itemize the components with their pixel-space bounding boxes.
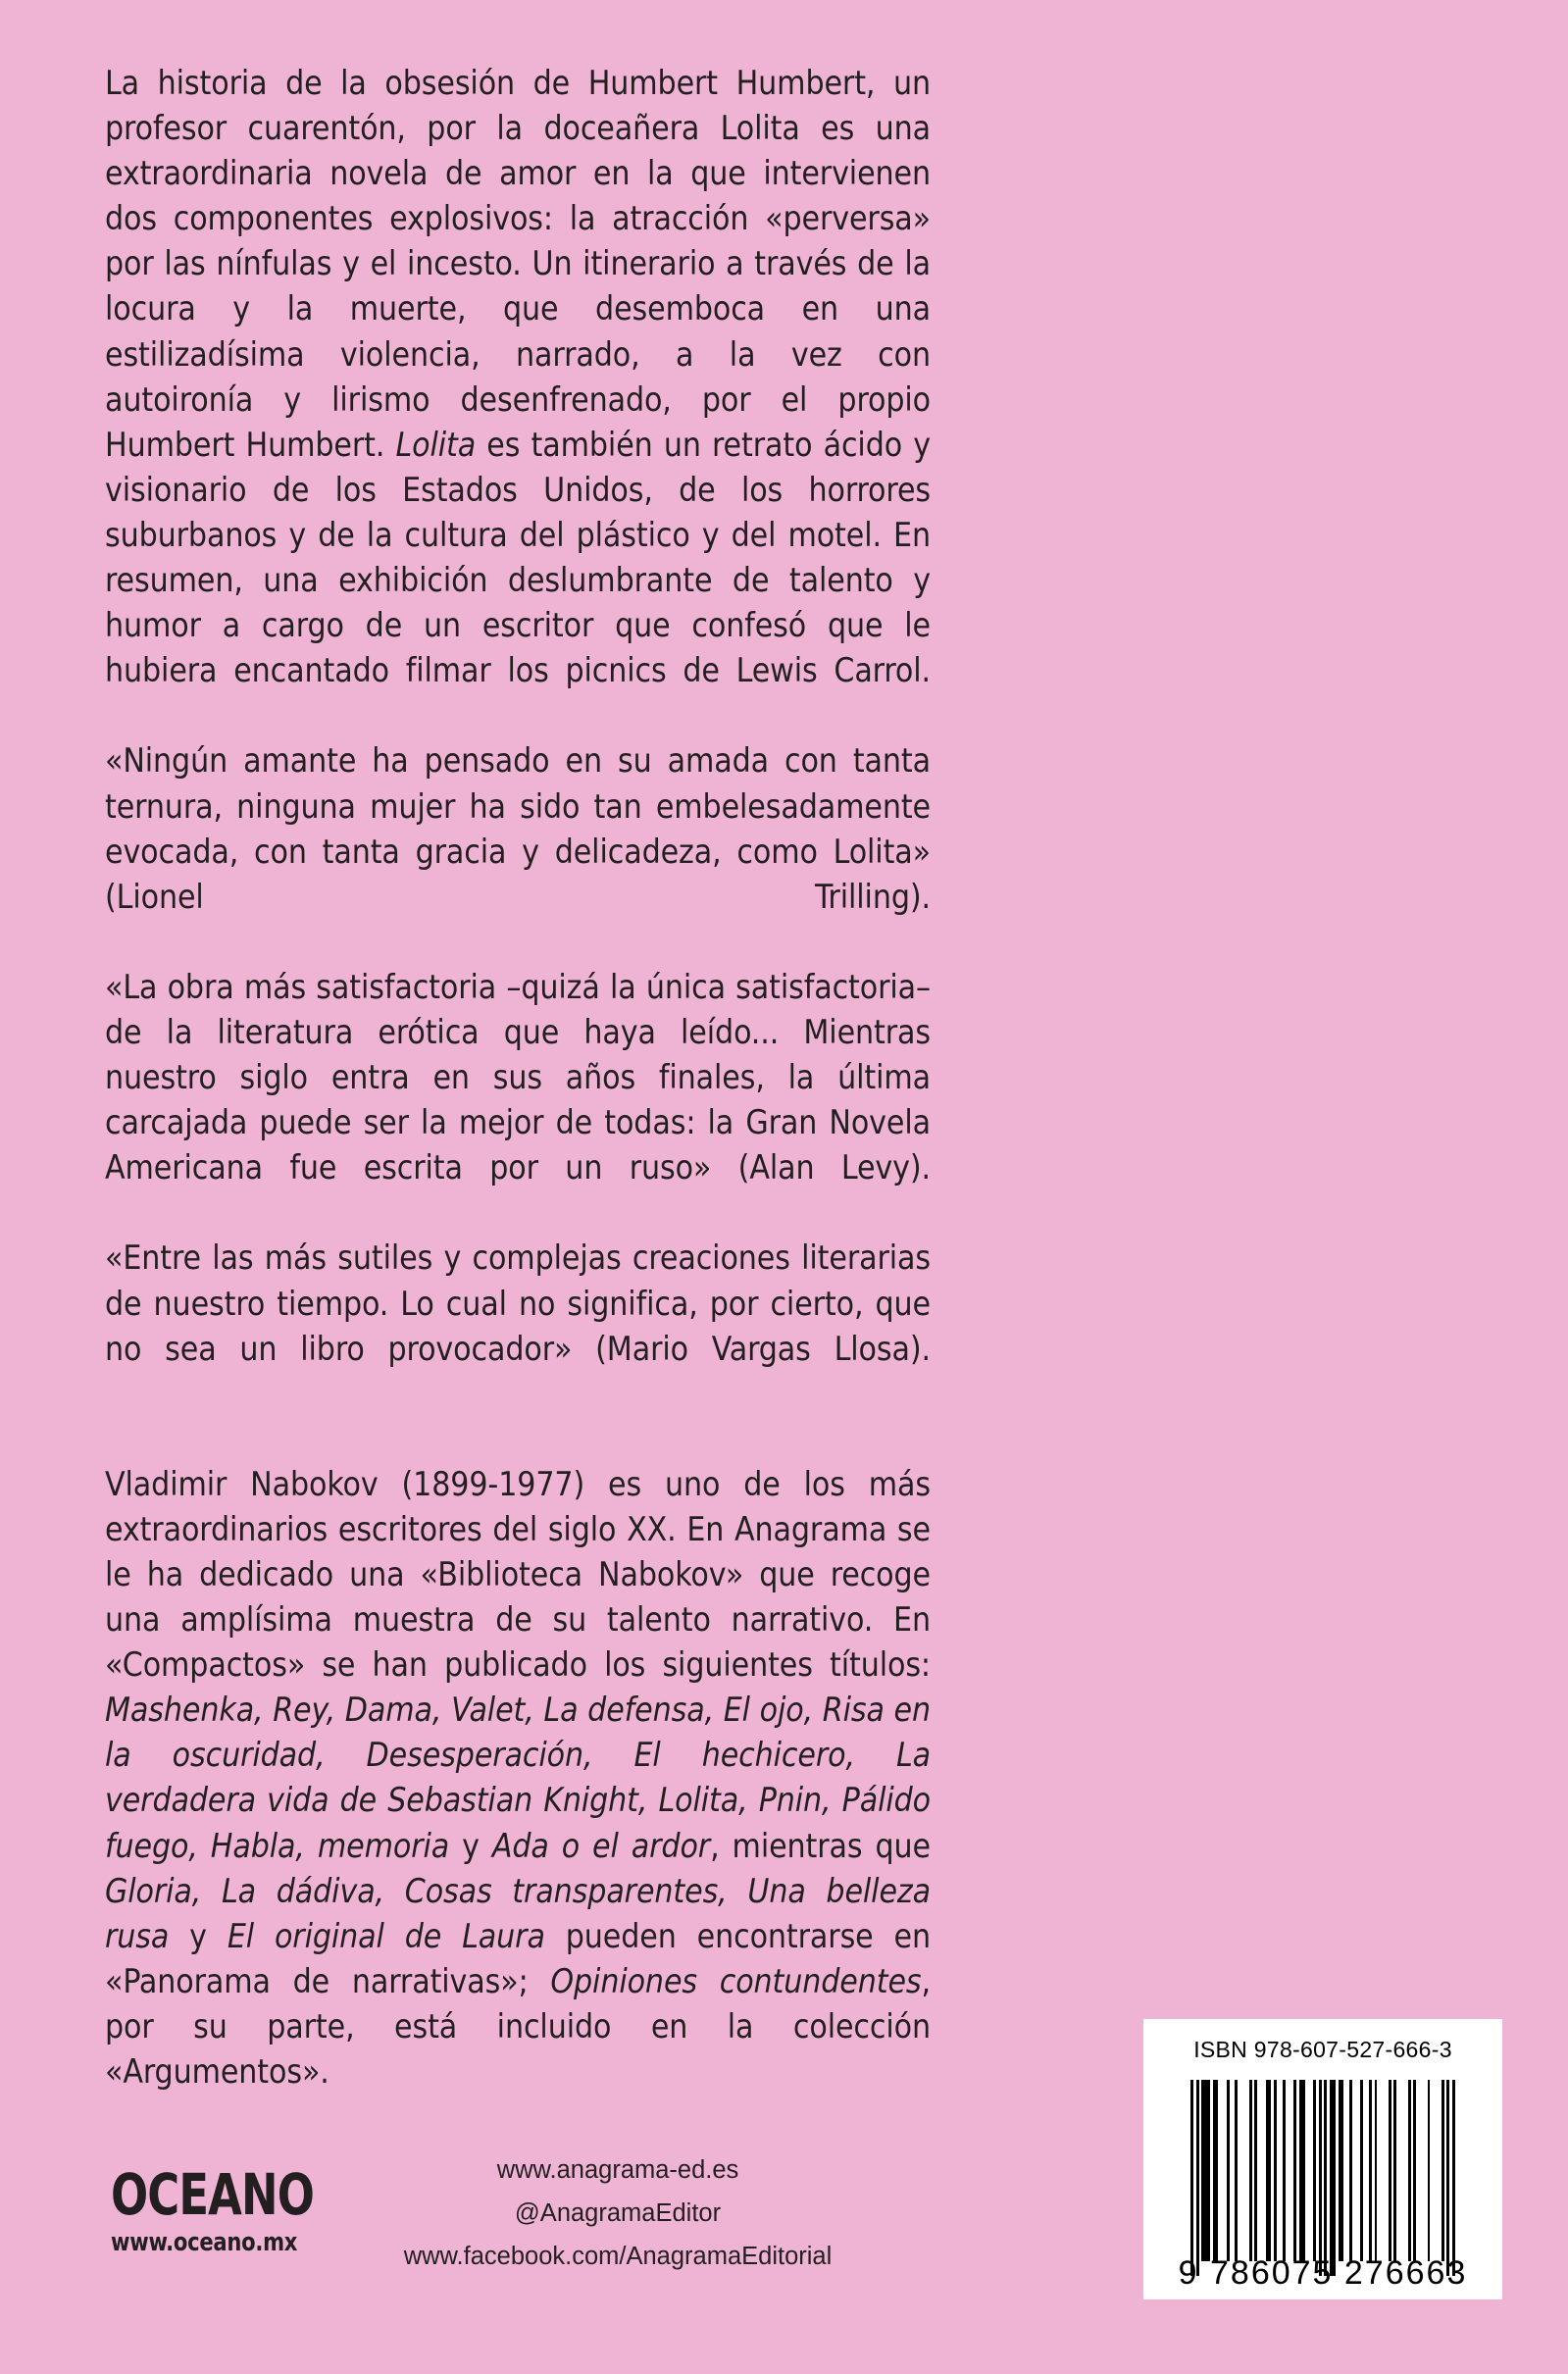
link-facebook[interactable]: www.facebook.com/AnagramaEditorial: [403, 2243, 833, 2270]
link-twitter[interactable]: @AnagramaEditor: [514, 2199, 722, 2227]
bio-part-2: y: [449, 1826, 492, 1865]
blurb-p1-italic-title: Lolita: [395, 425, 477, 464]
bio-part-4: y: [169, 1916, 228, 1955]
blurb-paragraph-1: [105, 61, 931, 738]
bio-part-5: pueden encontrarse en «Panorama de narrativas»;: [105, 1916, 931, 2000]
link-website[interactable]: www.anagrama-ed.es: [496, 2156, 739, 2184]
blurb-p1-part2: es también un retrato ácido y visionario de los Estados Unidos, de los horrores suburbanos y de la cultura del plástico y del motel. En resumen, una exhibición deslumbrante de talento y humor a cargo de un escritor que confesó que le hubiera encantado filmar los picnics de Lewis Carrol.: [105, 425, 931, 690]
bio-titles-3: Gloria, La dádiva, Cosas transparentes, Una belleza rusa: [105, 1871, 931, 1955]
bio-part-3: , mientras que: [710, 1826, 931, 1865]
bio-titles-4: El original de Laura: [227, 1916, 545, 1955]
ean-digits: 9 786075 276663: [1178, 2254, 1468, 2292]
bio-titles-5: Opiniones contundentes: [550, 1961, 922, 2000]
bio-part-6: , por su parte, está incluido en la colección «Argumentos».: [105, 1961, 932, 2092]
oceano-logo-text: OCEANO: [111, 2161, 315, 2228]
bio-titles-2: Ada o el ardor: [491, 1826, 711, 1865]
oceano-url-text: www.oceano.mx: [111, 2228, 298, 2257]
bio-part-1: Vladimir Nabokov (1899-1977) es uno de los más extraordinarios escritores del siglo XX. En Anagrama se le ha dedicado una «Biblioteca Nabokov» que recoge una amplísima muestra de su talento narrativo. En «Compactos» se han publicado los siguientes títulos:: [105, 1464, 931, 1685]
blurb-paragraph-2: «Ningún amante ha pensado en su amada con tanta ternura, ninguna mujer ha sido tan embelesadamente evocada, con tanta gracia y delicadeza, como Lolita» (Lionel Trilling).: [105, 741, 931, 916]
anagrama-links: [324, 2148, 912, 2278]
blurb-paragraph-4: «Entre las más sutiles y complejas creaciones literarias de nuestro tiempo. Lo cual no significa, por cierto, que no sea un libro provocador» (Mario Vargas Llosa).: [105, 1238, 931, 1368]
barcode-bars: [1190, 2080, 1455, 2261]
paragraph-spacer: [105, 1417, 931, 1462]
blurb-text-block: [105, 61, 931, 2140]
blurb-paragraph-3: «La obra más satisfactoria –quizá la única satisfactoria– de la literatura erótica que haya leído... Mientras nuestro siglo entra en sus años finales, la última carcajada puede ser la mejor de todas: la Gran Novela Americana fue escrita por un ruso» (Alan Levy).: [105, 967, 931, 1187]
isbn-label: ISBN 978-607-527-666-3: [1193, 2037, 1452, 2062]
blurb-p1-part1: La historia de la obsesión de Humbert Humbert, un profesor cuarentón, por la doceañera Lolita es una extraordinaria novela de amor en la que intervienen dos componentes explosivos: la atracción «perversa» por las nínfulas y el incesto. Un itinerario a través de la locura y la muerte, que desemboca en una estilizadísima violencia, narrado, a la vez con autoironía y lirismo desenfrenado, por el propio Humbert Humbert.: [105, 64, 931, 464]
bio-titles-1: Mashenka, Rey, Dama, Valet, La defensa, El ojo, Risa en la oscuridad, Desesperación, El hechicero, La verdadera vida de Sebastian Knight, Lolita, Pnin, Pálido fuego, Habla, memoria: [105, 1691, 931, 1865]
barcode-block: [1143, 2019, 1502, 2299]
